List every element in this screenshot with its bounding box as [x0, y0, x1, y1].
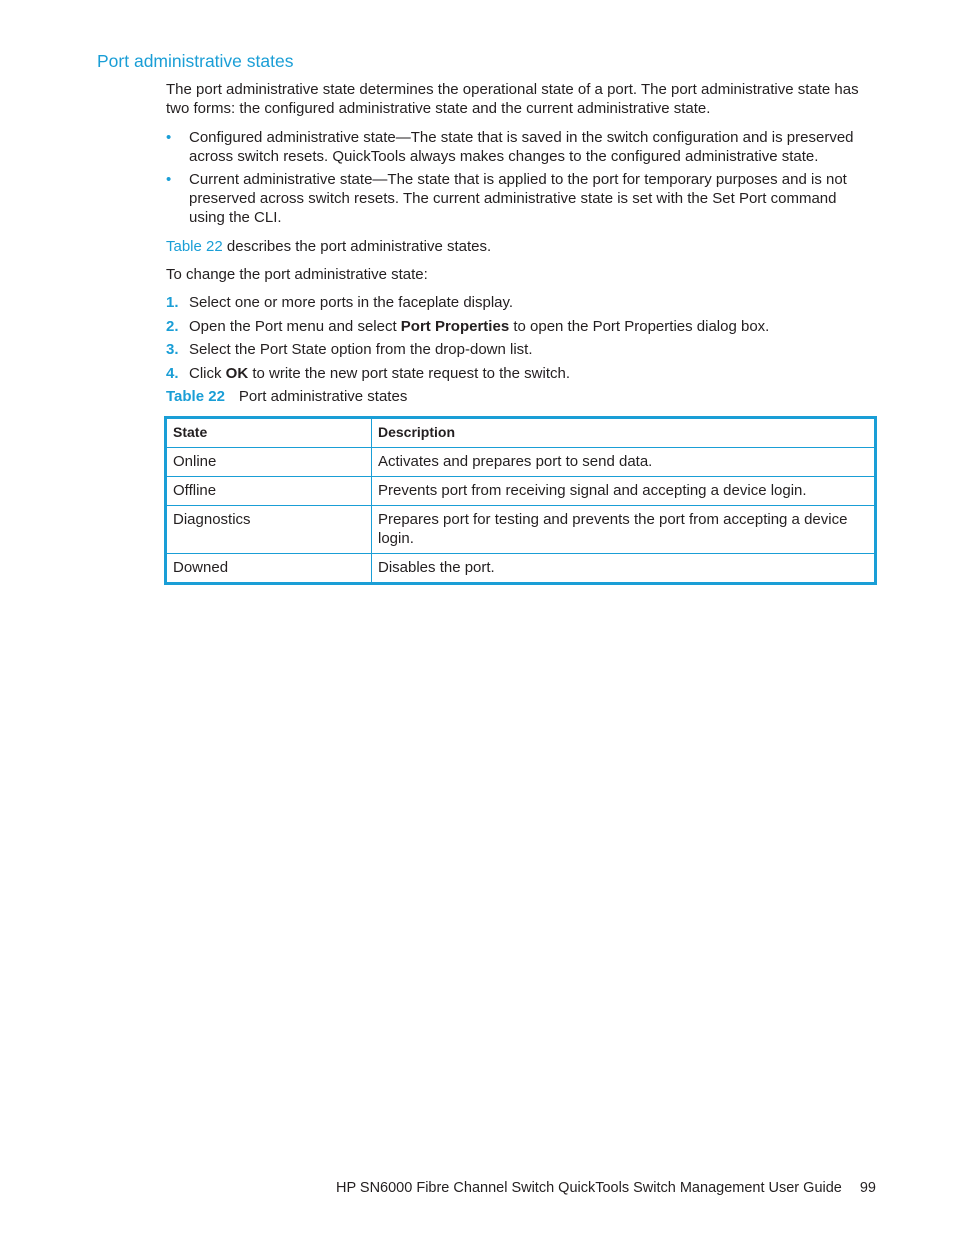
- column-header-description: Description: [372, 418, 876, 448]
- step-number: 1.: [166, 294, 179, 311]
- list-item-text: Current administrative state—The state that is applied to the port for temporary purposes and is not preserved across switch resets. The current administrative state is set with the Set Port command using the CLI.: [189, 171, 847, 226]
- table-row: [166, 477, 876, 506]
- step-item: [166, 364, 866, 383]
- table-header-row: [166, 418, 876, 448]
- step-text: Open the Port menu and select: [189, 317, 401, 335]
- state-forms-list: [166, 128, 866, 227]
- table-caption: [166, 387, 866, 406]
- step-text: Select the Port State option from the drop-down list.: [189, 341, 533, 358]
- step-text: Select one or more ports in the faceplate display.: [189, 294, 514, 311]
- table-row: [166, 506, 876, 554]
- table-reference: [166, 237, 866, 256]
- bullet-icon: •: [166, 171, 172, 188]
- step-text-after: to write the new port state request to the switch.: [248, 364, 570, 382]
- step-item: [166, 293, 866, 312]
- intro-paragraph: The port administrative state determines the operational state of a port. The port administrative state has two forms: the configured administrative state and the current administrative state.: [166, 81, 859, 117]
- step-bold: OK: [225, 364, 249, 382]
- state-cell: Offline: [166, 477, 372, 506]
- state-cell: Downed: [166, 554, 372, 584]
- step-number: 2.: [166, 317, 179, 335]
- table-row: [166, 554, 876, 584]
- list-item: [166, 128, 866, 166]
- state-cell: Online: [166, 448, 372, 477]
- step-number: 3.: [166, 341, 179, 358]
- state-cell: Diagnostics: [166, 506, 372, 554]
- step-text-after: to open the Port Properties dialog box.: [509, 317, 770, 335]
- column-header-state: State: [166, 418, 372, 448]
- steps-lead: To change the port administrative state:: [166, 266, 428, 283]
- step-bold: Port Properties: [400, 317, 510, 335]
- table-reference-text: describes the port administrative states.: [222, 238, 492, 255]
- body-content: [166, 80, 866, 406]
- page-number: 99: [859, 1180, 876, 1196]
- description-cell: Prepares port for testing and prevents the port from accepting a device login.: [372, 506, 876, 554]
- table-caption-label: Table 22: [166, 388, 225, 405]
- section-title: Port administrative states: [97, 51, 294, 71]
- step-number: 4.: [166, 364, 179, 382]
- page-footer: [336, 1180, 876, 1196]
- list-item: [166, 170, 866, 227]
- list-item-text: Configured administrative state—The state that is saved in the switch configuration and is preserved across switch resets. QuickTools always makes changes to the configured administrative state.: [189, 129, 854, 165]
- step-text: Click: [189, 364, 226, 382]
- description-cell: Prevents port from receiving signal and accepting a device login.: [372, 477, 876, 506]
- bullet-icon: •: [166, 129, 172, 146]
- description-cell: Disables the port.: [372, 554, 876, 584]
- table-22-link[interactable]: Table 22: [166, 238, 223, 255]
- steps-list: [166, 293, 866, 383]
- step-item: [166, 317, 866, 336]
- table-caption-title: Port administrative states: [238, 388, 408, 405]
- footer-title: HP SN6000 Fibre Channel Switch QuickTools Switch Management User Guide: [336, 1180, 842, 1196]
- step-item: [166, 340, 866, 359]
- table-row: [166, 448, 876, 477]
- port-states-table: [164, 416, 877, 585]
- description-cell: Activates and prepares port to send data.: [372, 448, 876, 477]
